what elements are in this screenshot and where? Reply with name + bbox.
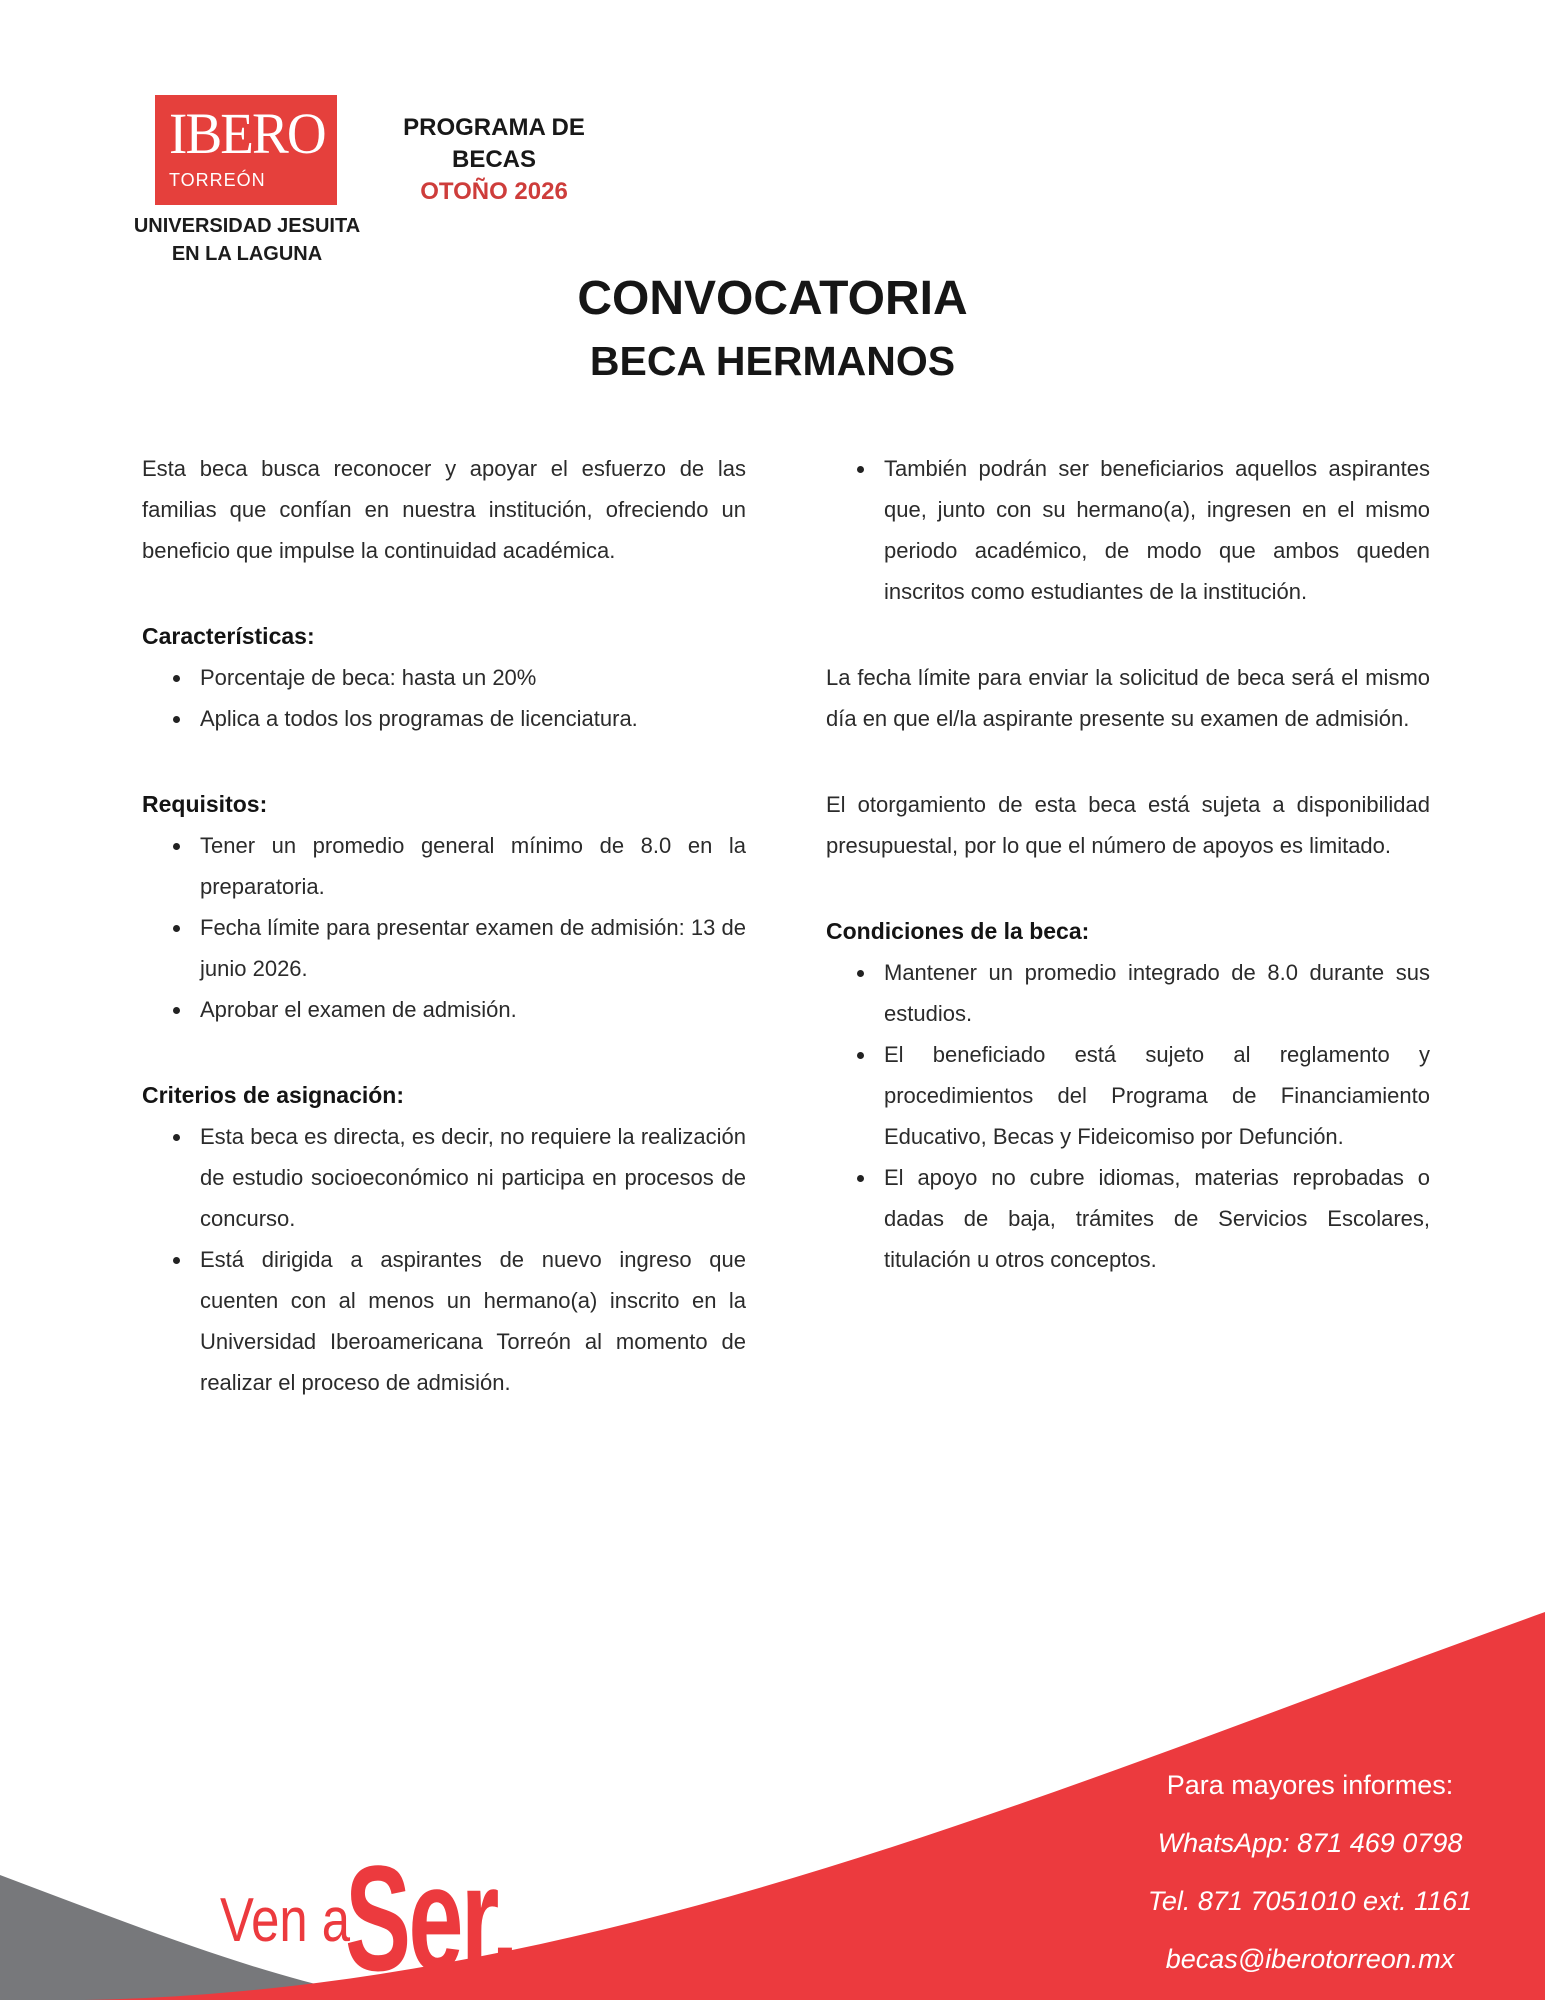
list-item-text: Esta beca es directa, es decir, no requiere la realización de estudio socioeconómico ni participa en procesos de concurso. xyxy=(200,1124,746,1231)
list-item xyxy=(142,989,746,1030)
list-item-text: Mantener un promedio integrado de 8.0 durante sus estudios. xyxy=(884,960,1430,1026)
list-item-text: También podrán ser beneficiarios aquellos aspirantes que, junto con su hermano(a), ingresen en el mismo periodo académico, de modo que ambos queden inscritos como estudiantes de la institución. xyxy=(884,456,1430,604)
requisitos-list xyxy=(142,825,746,1030)
list-item-text: Tener un promedio general mínimo de 8.0 en la preparatoria. xyxy=(200,833,746,899)
contact-info xyxy=(1130,1756,1490,1988)
list-item xyxy=(826,952,1430,1034)
list-item-text: El beneficiado está sujeto al reglamento y procedimientos del Programa de Financiamiento Educativo, Becas y Fideicomiso por Defunción. xyxy=(884,1042,1430,1149)
list-item xyxy=(142,1239,746,1403)
criterios-list xyxy=(142,1116,746,1403)
list-item-text: Fecha límite para presentar examen de admisión: 13 de junio 2026. xyxy=(200,915,746,981)
deadline-paragraph: La fecha límite para enviar la solicitud de beca será el mismo día en que el/la aspirante presente su examen de admisión. xyxy=(826,665,1430,731)
right-column xyxy=(826,448,1430,1280)
list-item xyxy=(142,907,746,989)
left-column xyxy=(142,448,746,1403)
title-beca-hermanos: BECA HERMANOS xyxy=(589,338,956,384)
list-item xyxy=(826,448,1430,612)
page-title xyxy=(0,272,1545,384)
ibero-logo-wordmark: IBERO xyxy=(169,101,325,166)
budget-paragraph: El otorgamiento de esta beca está sujeta a disponibilidad presupuestal, por lo que el número de apoyos es limitado. xyxy=(826,792,1430,858)
program-term: OTOÑO 2026 xyxy=(420,178,568,205)
section-heading-requisitos: Requisitos: xyxy=(142,791,268,817)
program-name: PROGRAMA DE BECAS xyxy=(403,114,585,173)
beneficiarios-list xyxy=(826,448,1430,612)
contact-heading: Para mayores informes: xyxy=(1166,1770,1454,1800)
section-heading-criterios: Criterios de asignación: xyxy=(142,1082,405,1108)
section-heading-condiciones: Condiciones de la beca: xyxy=(826,918,1090,944)
contact-whatsapp: WhatsApp: 871 469 0798 xyxy=(1157,1828,1463,1858)
list-item xyxy=(142,698,746,739)
logo-subtitle-line1: UNIVERSIDAD JESUITA xyxy=(133,215,361,237)
title-convocatoria: CONVOCATORIA xyxy=(577,272,968,325)
list-item-text: Aprobar el examen de admisión. xyxy=(200,997,517,1022)
list-item xyxy=(142,1116,746,1239)
list-item-text: Está dirigida a aspirantes de nuevo ingreso que cuenten con al menos un hermano(a) inscrito en la Universidad Iberoamericana Torreón al momento de realizar el proceso de admisión. xyxy=(200,1247,746,1395)
section-heading-caracteristicas: Características: xyxy=(142,623,315,649)
list-item xyxy=(826,1034,1430,1157)
list-item xyxy=(826,1157,1430,1280)
ibero-logo xyxy=(155,95,337,205)
program-header xyxy=(358,112,630,208)
intro-paragraph: Esta beca busca reconocer y apoyar el esfuerzo de las familias que confían en nuestra institución, ofreciendo un beneficio que impulse la continuidad académica. xyxy=(142,456,746,563)
logo-subtitle-line2: EN LA LAGUNA xyxy=(171,243,323,265)
list-item-text: El apoyo no cubre idiomas, materias reprobadas o dadas de baja, trámites de Servicios Escolares, titulación u otros conceptos. xyxy=(884,1165,1430,1272)
condiciones-list xyxy=(826,952,1430,1280)
list-item-text: Porcentaje de beca: hasta un 20% xyxy=(200,665,537,690)
caracteristicas-list xyxy=(142,657,746,739)
list-item xyxy=(142,825,746,907)
contact-email: becas@iberotorreon.mx xyxy=(1165,1944,1455,1974)
logo-subtitle xyxy=(127,212,367,268)
slogan-ven-a: Ven a xyxy=(220,1886,351,1955)
ibero-logo-city: TORREÓN xyxy=(169,170,266,190)
contact-phone: Tel. 871 7051010 ext. 1161 xyxy=(1147,1886,1473,1916)
slogan-ser: Ser. xyxy=(345,1834,517,2000)
list-item-text: Aplica a todos los programas de licenciatura. xyxy=(200,706,638,731)
list-item xyxy=(142,657,746,698)
